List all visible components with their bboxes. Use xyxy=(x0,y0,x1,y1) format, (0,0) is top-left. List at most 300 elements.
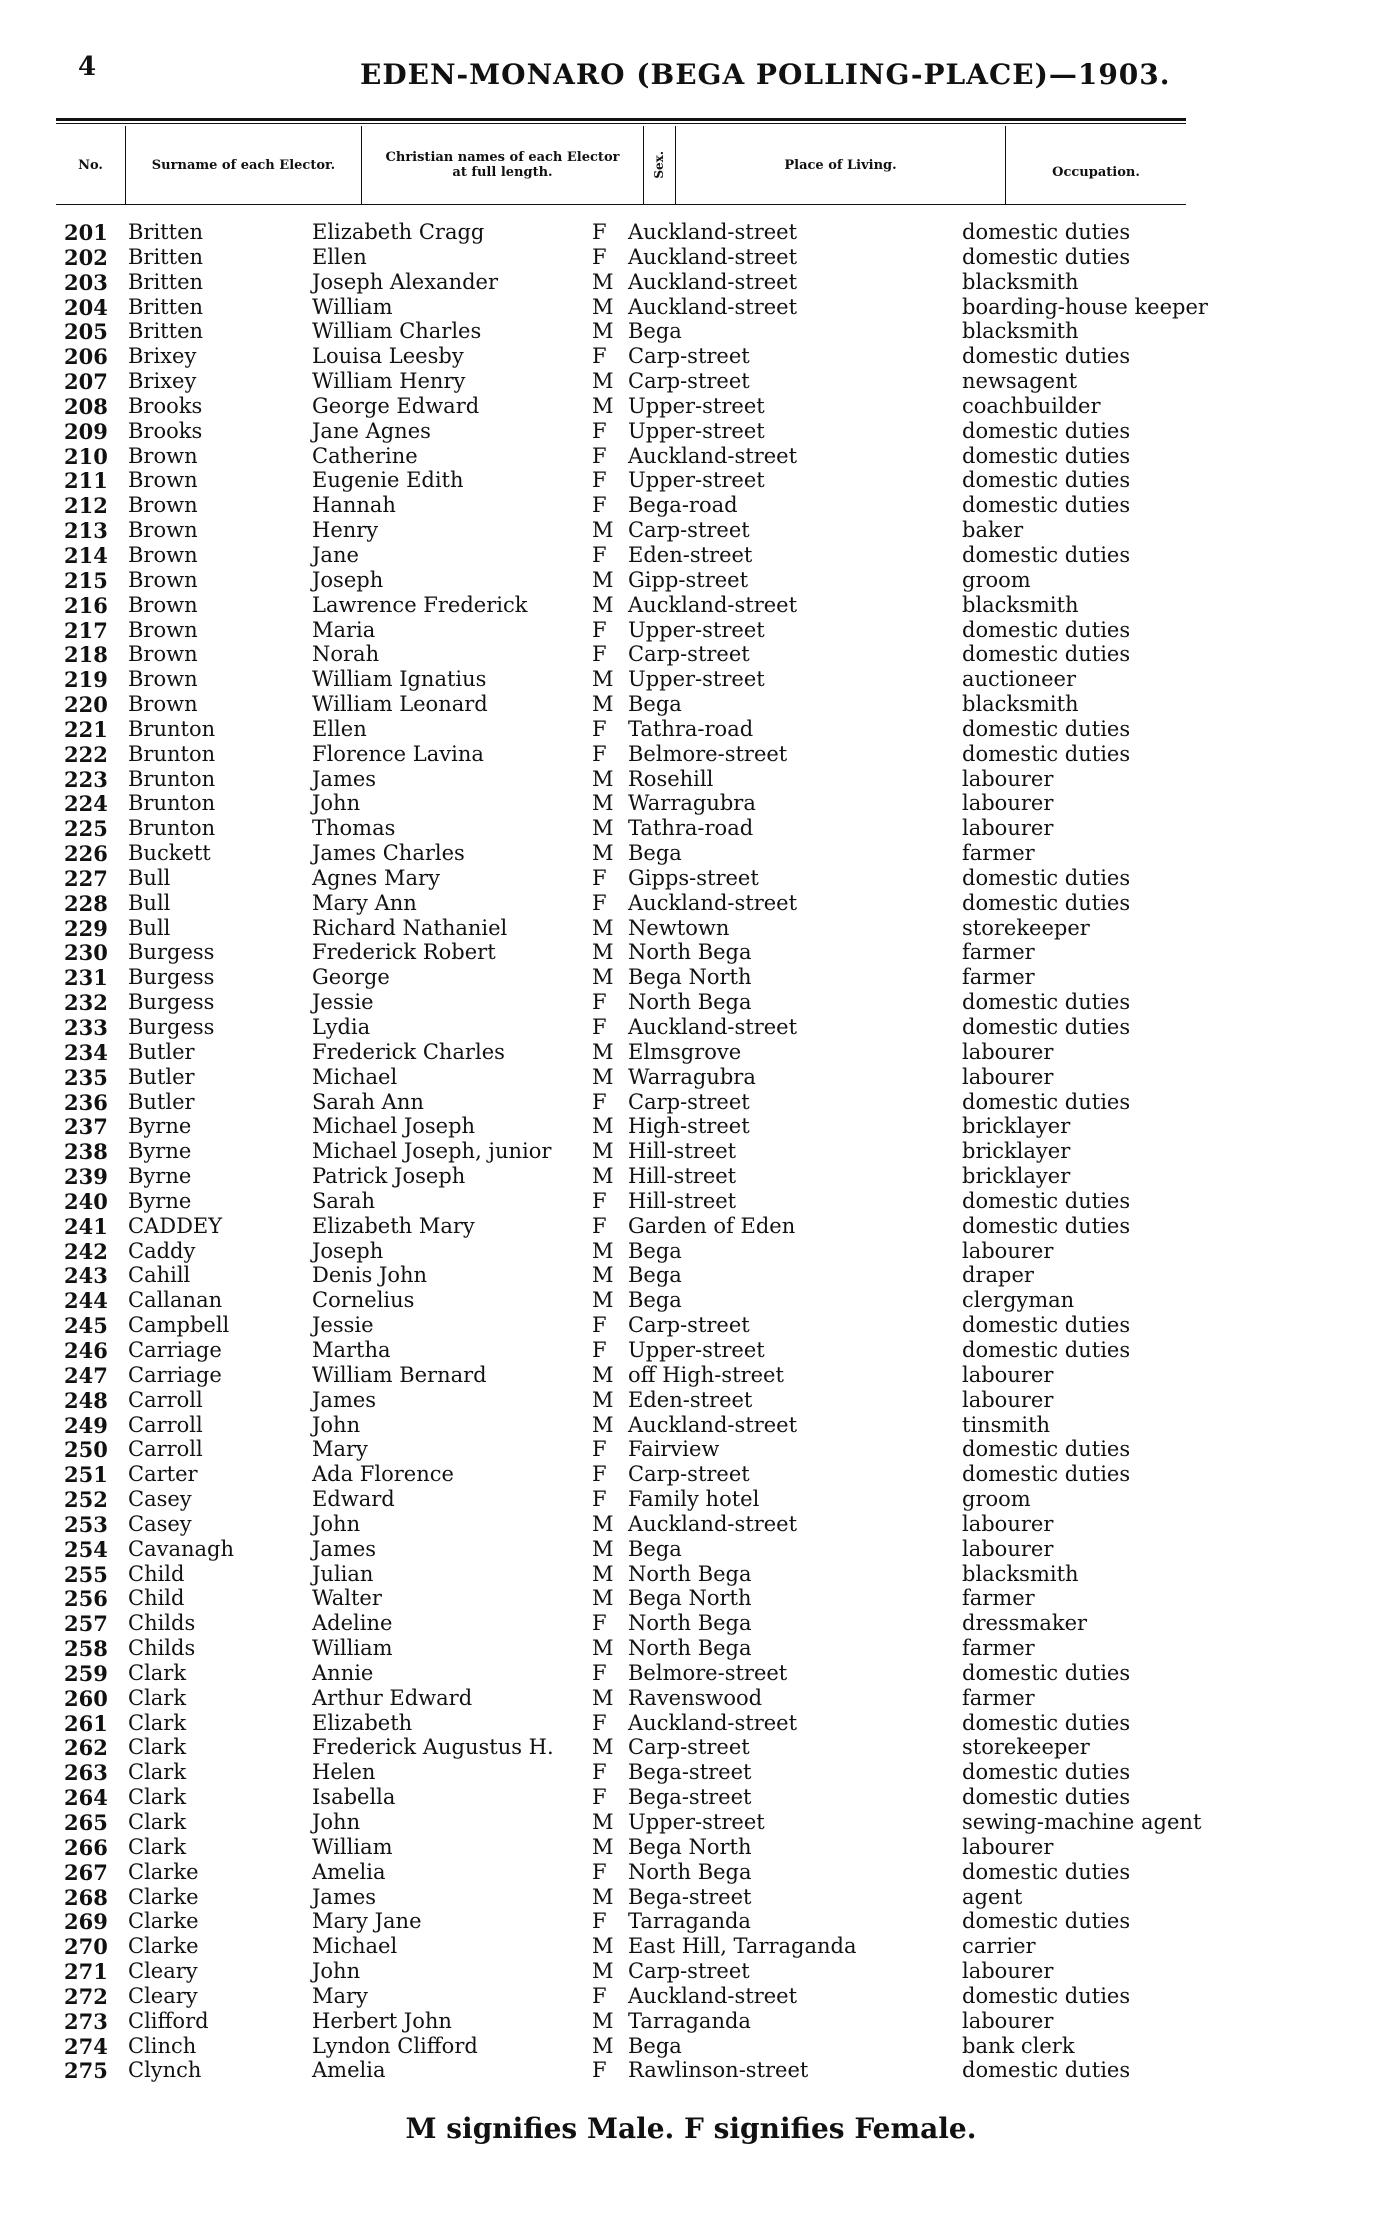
elector-place: Eden-street xyxy=(628,542,753,567)
table-row xyxy=(0,990,1382,1015)
elector-number: 229 xyxy=(64,915,108,941)
elector-occupation: domestic duties xyxy=(962,443,1131,468)
table-row xyxy=(0,916,1382,941)
elector-occupation: labourer xyxy=(962,791,1054,816)
table-row xyxy=(0,1686,1382,1711)
elector-christian-names: Arthur Edward xyxy=(312,1685,473,1710)
elector-occupation: domestic duties xyxy=(962,542,1131,567)
elector-christian-names: Helen xyxy=(312,1760,376,1785)
table-row xyxy=(0,1711,1382,1736)
elector-christian-names: Joseph xyxy=(312,1238,384,1263)
elector-place: Bega xyxy=(628,1536,682,1561)
elector-occupation: domestic duties xyxy=(962,741,1131,766)
elector-number: 232 xyxy=(64,990,108,1016)
elector-number: 258 xyxy=(64,1636,108,1662)
elector-number: 228 xyxy=(64,890,108,916)
elector-sex: F xyxy=(592,1089,607,1114)
elector-surname: Clark xyxy=(128,1660,187,1685)
elector-place: Hill-street xyxy=(628,1139,737,1164)
elector-christian-names: Richard Nathaniel xyxy=(312,915,508,940)
elector-sex: F xyxy=(592,1437,607,1462)
elector-surname: Childs xyxy=(128,1611,196,1636)
elector-place: Auckland-street xyxy=(628,244,798,269)
elector-christian-names: Adeline xyxy=(312,1611,393,1636)
elector-number: 248 xyxy=(64,1387,108,1413)
elector-christian-names: Edward xyxy=(312,1487,395,1512)
elector-christian-names: James xyxy=(312,766,377,791)
elector-occupation: coachbuilder xyxy=(962,393,1101,418)
elector-occupation: domestic duties xyxy=(962,493,1131,518)
elector-occupation: bricklayer xyxy=(962,1164,1071,1189)
elector-number: 222 xyxy=(64,741,108,767)
elector-sex: M xyxy=(592,1387,614,1412)
elector-surname: Brunton xyxy=(128,716,216,741)
table-row xyxy=(0,1065,1382,1090)
header-occupation: Occupation. xyxy=(1052,164,1140,180)
elector-surname: Carroll xyxy=(128,1387,203,1412)
elector-surname: Butler xyxy=(128,1064,195,1089)
elector-number: 235 xyxy=(64,1064,108,1090)
elector-number: 221 xyxy=(64,716,108,742)
table-row xyxy=(0,1487,1382,1512)
elector-sex: F xyxy=(592,220,607,244)
table-row xyxy=(0,742,1382,767)
table-row xyxy=(0,1437,1382,1462)
elector-sex: F xyxy=(592,1760,607,1785)
elector-christian-names: Henry xyxy=(312,518,379,543)
elector-surname: Brixey xyxy=(128,369,197,394)
table-row xyxy=(0,1040,1382,1065)
elector-christian-names: Frederick Robert xyxy=(312,940,496,965)
elector-christian-names: Michael xyxy=(312,1064,398,1089)
elector-number: 274 xyxy=(64,2033,108,2059)
elector-christian-names: John xyxy=(312,1959,361,1984)
elector-place: Bega xyxy=(628,1238,682,1263)
column-header-row xyxy=(56,126,1186,204)
elector-surname: Clark xyxy=(128,1735,187,1760)
elector-sex: F xyxy=(592,642,607,667)
elector-number: 262 xyxy=(64,1735,108,1761)
elector-surname: Carroll xyxy=(128,1437,203,1462)
elector-christian-names: Maria xyxy=(312,617,376,642)
elector-occupation: labourer xyxy=(962,1238,1054,1263)
elector-sex: M xyxy=(592,393,614,418)
elector-number: 210 xyxy=(64,443,108,469)
elector-occupation: labourer xyxy=(962,1536,1054,1561)
elector-place: Carp-street xyxy=(628,518,750,543)
elector-place: Ravenswood xyxy=(628,1685,763,1710)
elector-surname: Brown xyxy=(128,692,198,717)
table-row xyxy=(0,369,1382,394)
elector-christian-names: Frederick Charles xyxy=(312,1039,505,1064)
elector-number: 267 xyxy=(64,1859,108,1885)
elector-christian-names: William Bernard xyxy=(312,1362,487,1387)
elector-christian-names: Eugenie Edith xyxy=(312,468,464,493)
elector-number: 268 xyxy=(64,1884,108,1910)
elector-place: off High-street xyxy=(628,1362,784,1387)
elector-sex: F xyxy=(592,865,607,890)
elector-occupation: labourer xyxy=(962,1511,1054,1536)
elector-christian-names: William xyxy=(312,1834,393,1859)
elector-place: Upper-street xyxy=(628,393,765,418)
elector-surname: Britten xyxy=(128,319,204,344)
elector-christian-names: Walter xyxy=(312,1586,382,1611)
elector-christian-names: Denis John xyxy=(312,1263,428,1288)
elector-surname: Clark xyxy=(128,1810,187,1834)
elector-number: 223 xyxy=(64,766,108,792)
header-sex xyxy=(644,126,676,204)
elector-sex: M xyxy=(592,1536,614,1561)
elector-place: Elmsgrove xyxy=(628,1039,742,1064)
elector-surname: Child xyxy=(128,1586,185,1611)
elector-occupation: groom xyxy=(962,1487,1031,1512)
elector-number: 214 xyxy=(64,542,108,568)
elector-surname: Burgess xyxy=(128,940,215,965)
elector-surname: Brown xyxy=(128,493,198,518)
elector-occupation: domestic duties xyxy=(962,1462,1131,1487)
elector-number: 263 xyxy=(64,1760,108,1786)
table-row xyxy=(0,1239,1382,1264)
elector-sex: M xyxy=(592,1412,614,1437)
elector-sex: M xyxy=(592,1139,614,1164)
elector-occupation: domestic duties xyxy=(962,2058,1131,2083)
elector-christian-names: Mary xyxy=(312,1983,368,2008)
elector-christian-names: John xyxy=(312,1511,361,1536)
elector-sex: M xyxy=(592,1561,614,1586)
elector-surname: Brunton xyxy=(128,791,216,816)
elector-place: High-street xyxy=(628,1114,750,1139)
elector-surname: Cahill xyxy=(128,1263,191,1288)
elector-sex: M xyxy=(592,915,614,940)
elector-sex: M xyxy=(592,1039,614,1064)
elector-sex: F xyxy=(592,1611,607,1636)
table-row xyxy=(0,891,1382,916)
elector-christian-names: Joseph xyxy=(312,567,384,592)
elector-occupation: storekeeper xyxy=(962,915,1090,940)
elector-number: 239 xyxy=(64,1164,108,1190)
elector-christian-names: Joseph Alexander xyxy=(312,269,499,294)
elector-place: Auckland-street xyxy=(628,1983,798,2008)
table-row xyxy=(0,642,1382,667)
elector-place: Auckland-street xyxy=(628,443,798,468)
elector-surname: Brooks xyxy=(128,418,203,443)
elector-number: 247 xyxy=(64,1362,108,1388)
elector-occupation: domestic duties xyxy=(962,1437,1131,1462)
elector-sex: F xyxy=(592,443,607,468)
elector-surname: Brown xyxy=(128,617,198,642)
elector-number: 216 xyxy=(64,592,108,618)
table-row xyxy=(0,618,1382,643)
table-row xyxy=(0,667,1382,692)
elector-sex: F xyxy=(592,542,607,567)
elector-place: Eden-street xyxy=(628,1387,753,1412)
elector-number: 205 xyxy=(64,319,108,345)
elector-sex: F xyxy=(592,1710,607,1735)
elector-sex: M xyxy=(592,1263,614,1288)
elector-christian-names: Ellen xyxy=(312,244,367,269)
elector-surname: Brown xyxy=(128,542,198,567)
elector-place: Warragubra xyxy=(628,791,756,816)
elector-surname: Britten xyxy=(128,220,204,244)
elector-christian-names: Herbert John xyxy=(312,2008,452,2033)
elector-sex: M xyxy=(592,567,614,592)
elector-christian-names: Jane Agnes xyxy=(312,418,431,443)
elector-place: Auckland-street xyxy=(628,592,798,617)
elector-sex: F xyxy=(592,1909,607,1934)
elector-occupation: bricklayer xyxy=(962,1114,1071,1139)
elector-occupation: farmer xyxy=(962,1586,1035,1611)
elector-number: 266 xyxy=(64,1834,108,1860)
header-no: No. xyxy=(56,126,126,204)
elector-christian-names: Thomas xyxy=(312,816,396,841)
elector-surname: Clarke xyxy=(128,1884,199,1909)
elector-occupation: newsagent xyxy=(962,369,1078,394)
elector-place: Carp-street xyxy=(628,344,750,369)
elector-christian-names: William Charles xyxy=(312,319,482,344)
elector-occupation: domestic duties xyxy=(962,1188,1131,1213)
elector-surname: Childs xyxy=(128,1636,196,1661)
elector-sex: F xyxy=(592,617,607,642)
elector-sex: M xyxy=(592,1934,614,1959)
elector-occupation: domestic duties xyxy=(962,990,1131,1015)
table-row xyxy=(0,270,1382,295)
table-row xyxy=(0,1586,1382,1611)
elector-surname: Cleary xyxy=(128,1959,198,1984)
elector-occupation: tinsmith xyxy=(962,1412,1051,1437)
elector-christian-names: James xyxy=(312,1387,377,1412)
elector-sex: M xyxy=(592,940,614,965)
elector-occupation: domestic duties xyxy=(962,1213,1131,1238)
table-row xyxy=(0,717,1382,742)
elector-number: 224 xyxy=(64,791,108,817)
elector-sex: M xyxy=(592,294,614,319)
table-row xyxy=(0,1214,1382,1239)
table-row xyxy=(0,1363,1382,1388)
elector-occupation: domestic duties xyxy=(962,468,1131,493)
elector-christian-names: Frederick Augustus H. xyxy=(312,1735,554,1760)
elector-number: 260 xyxy=(64,1685,108,1711)
elector-place: Warragubra xyxy=(628,1064,756,1089)
table-row xyxy=(0,1090,1382,1115)
table-row xyxy=(0,1313,1382,1338)
elector-place: Bega-street xyxy=(628,1760,752,1785)
elector-christian-names: Lyndon Clifford xyxy=(312,2033,478,2058)
elector-place: Bega-street xyxy=(628,1785,752,1810)
elector-occupation: blacksmith xyxy=(962,1561,1079,1586)
table-row xyxy=(0,1636,1382,1661)
elector-sex: M xyxy=(592,1636,614,1661)
header-surname: Surname of each Elector. xyxy=(126,126,362,204)
elector-surname: Burgess xyxy=(128,990,215,1015)
table-row xyxy=(0,1164,1382,1189)
elector-number: 264 xyxy=(64,1785,108,1811)
elector-occupation: domestic duties xyxy=(962,865,1131,890)
header-sex-label: Sex. xyxy=(652,151,666,179)
elector-number: 269 xyxy=(64,1909,108,1935)
elector-number: 207 xyxy=(64,369,108,395)
elector-surname: Carriage xyxy=(128,1337,222,1362)
elector-sex: M xyxy=(592,1064,614,1089)
elector-surname: Britten xyxy=(128,269,204,294)
elector-sex: M xyxy=(592,2008,614,2033)
elector-occupation: labourer xyxy=(962,1039,1054,1064)
elector-sex: F xyxy=(592,344,607,369)
elector-number: 252 xyxy=(64,1487,108,1513)
elector-sex: M xyxy=(592,1586,614,1611)
elector-number: 218 xyxy=(64,642,108,668)
elector-surname: Burgess xyxy=(128,1015,215,1039)
elector-sex: F xyxy=(592,890,607,915)
table-row xyxy=(0,1735,1382,1760)
elector-sex: M xyxy=(592,1735,614,1760)
elector-christian-names: Jane xyxy=(312,542,359,567)
elector-christian-names: Michael Joseph xyxy=(312,1114,476,1139)
elector-number: 243 xyxy=(64,1263,108,1289)
elector-occupation: bank clerk xyxy=(962,2033,1075,2058)
elector-number: 241 xyxy=(64,1213,108,1239)
elector-sex: M xyxy=(592,1884,614,1909)
elector-number: 201 xyxy=(64,220,108,245)
table-row xyxy=(0,866,1382,891)
elector-number: 204 xyxy=(64,294,108,320)
elector-list xyxy=(0,220,1382,2083)
elector-sex: F xyxy=(592,716,607,741)
elector-occupation: carrier xyxy=(962,1934,1036,1959)
elector-occupation: domestic duties xyxy=(962,890,1131,915)
elector-surname: Byrne xyxy=(128,1139,192,1164)
table-row xyxy=(0,1661,1382,1686)
table-row xyxy=(0,1413,1382,1438)
elector-place: Auckland-street xyxy=(628,890,798,915)
header-rule-thick xyxy=(56,118,1186,121)
elector-occupation: domestic duties xyxy=(962,344,1131,369)
elector-christian-names: Catherine xyxy=(312,443,418,468)
elector-place: Fairview xyxy=(628,1437,720,1462)
elector-occupation: domestic duties xyxy=(962,1785,1131,1810)
elector-occupation: domestic duties xyxy=(962,716,1131,741)
elector-number: 244 xyxy=(64,1288,108,1314)
table-row xyxy=(0,1810,1382,1835)
elector-occupation: domestic duties xyxy=(962,1313,1131,1338)
elector-number: 275 xyxy=(64,2058,108,2084)
elector-number: 238 xyxy=(64,1139,108,1165)
elector-occupation: domestic duties xyxy=(962,1337,1131,1362)
elector-place: Belmore-street xyxy=(628,741,788,766)
elector-christian-names: Agnes Mary xyxy=(312,865,440,890)
elector-occupation: agent xyxy=(962,1884,1023,1909)
elector-number: 230 xyxy=(64,940,108,966)
elector-christian-names: John xyxy=(312,791,361,816)
elector-sex: M xyxy=(592,1959,614,1984)
table-row xyxy=(0,1189,1382,1214)
elector-christian-names: George xyxy=(312,965,390,990)
elector-number: 254 xyxy=(64,1536,108,1562)
elector-sex: M xyxy=(592,1362,614,1387)
elector-place: Auckland-street xyxy=(628,269,798,294)
elector-occupation: domestic duties xyxy=(962,617,1131,642)
elector-place: East Hill, Tarraganda xyxy=(628,1934,857,1959)
elector-sex: F xyxy=(592,1213,607,1238)
elector-number: 211 xyxy=(64,468,108,494)
elector-occupation: blacksmith xyxy=(962,319,1079,344)
elector-place: North Bega xyxy=(628,1636,752,1661)
table-row xyxy=(0,1934,1382,1959)
elector-occupation: baker xyxy=(962,518,1024,543)
elector-occupation: labourer xyxy=(962,1834,1054,1859)
elector-sex: M xyxy=(592,319,614,344)
elector-occupation: domestic duties xyxy=(962,1015,1131,1039)
header-rule-thin xyxy=(56,123,1186,124)
table-row xyxy=(0,1611,1382,1636)
elector-number: 217 xyxy=(64,617,108,643)
elector-surname: Burgess xyxy=(128,965,215,990)
elector-number: 233 xyxy=(64,1015,108,1040)
elector-surname: Caddy xyxy=(128,1238,196,1263)
elector-christian-names: Mary Jane xyxy=(312,1909,422,1934)
elector-surname: Clifford xyxy=(128,2008,209,2033)
elector-surname: Clark xyxy=(128,1785,187,1810)
table-row xyxy=(0,444,1382,469)
elector-occupation: domestic duties xyxy=(962,1983,1131,2008)
table-row xyxy=(0,2009,1382,2034)
elector-christian-names: Elizabeth Cragg xyxy=(312,220,485,244)
elector-place: Upper-street xyxy=(628,667,765,692)
elector-number: 255 xyxy=(64,1561,108,1587)
elector-christian-names: Ada Florence xyxy=(312,1462,454,1487)
elector-place: Carp-street xyxy=(628,1959,750,1984)
elector-number: 259 xyxy=(64,1660,108,1686)
elector-christian-names: Hannah xyxy=(312,493,396,518)
elector-number: 245 xyxy=(64,1313,108,1339)
header-place: Place of Living. xyxy=(676,126,1006,204)
elector-place: Tarraganda xyxy=(628,2008,751,2033)
elector-surname: Clarke xyxy=(128,1934,199,1959)
elector-place: Garden of Eden xyxy=(628,1213,796,1238)
elector-surname: CADDEY xyxy=(128,1213,223,1238)
elector-place: North Bega xyxy=(628,940,752,965)
elector-place: Gipps-street xyxy=(628,865,759,890)
elector-place: Bega xyxy=(628,692,682,717)
elector-place: Carp-street xyxy=(628,369,750,394)
table-row xyxy=(0,1785,1382,1810)
table-row xyxy=(0,344,1382,369)
elector-sex: F xyxy=(592,1487,607,1512)
page-title: EDEN-MONARO (BEGA POLLING-PLACE)—1903. xyxy=(360,58,1171,91)
elector-occupation: domestic duties xyxy=(962,1089,1131,1114)
elector-christian-names: William xyxy=(312,294,393,319)
elector-sex: F xyxy=(592,1313,607,1338)
elector-number: 203 xyxy=(64,269,108,295)
elector-christian-names: Louisa Leesby xyxy=(312,344,464,369)
elector-place: Gipp-street xyxy=(628,567,749,592)
table-row xyxy=(0,1015,1382,1040)
elector-christian-names: Sarah Ann xyxy=(312,1089,424,1114)
page-number: 4 xyxy=(78,52,97,82)
table-row xyxy=(0,1338,1382,1363)
elector-sex: M xyxy=(592,667,614,692)
elector-number: 212 xyxy=(64,493,108,519)
table-row xyxy=(0,394,1382,419)
header-rule-bottom xyxy=(56,204,1186,205)
elector-occupation: bricklayer xyxy=(962,1139,1071,1164)
elector-number: 213 xyxy=(64,518,108,544)
elector-number: 227 xyxy=(64,865,108,891)
table-row xyxy=(0,220,1382,245)
elector-number: 236 xyxy=(64,1089,108,1115)
elector-place: Tathra-road xyxy=(628,816,754,841)
elector-number: 206 xyxy=(64,344,108,370)
elector-place: North Bega xyxy=(628,990,752,1015)
